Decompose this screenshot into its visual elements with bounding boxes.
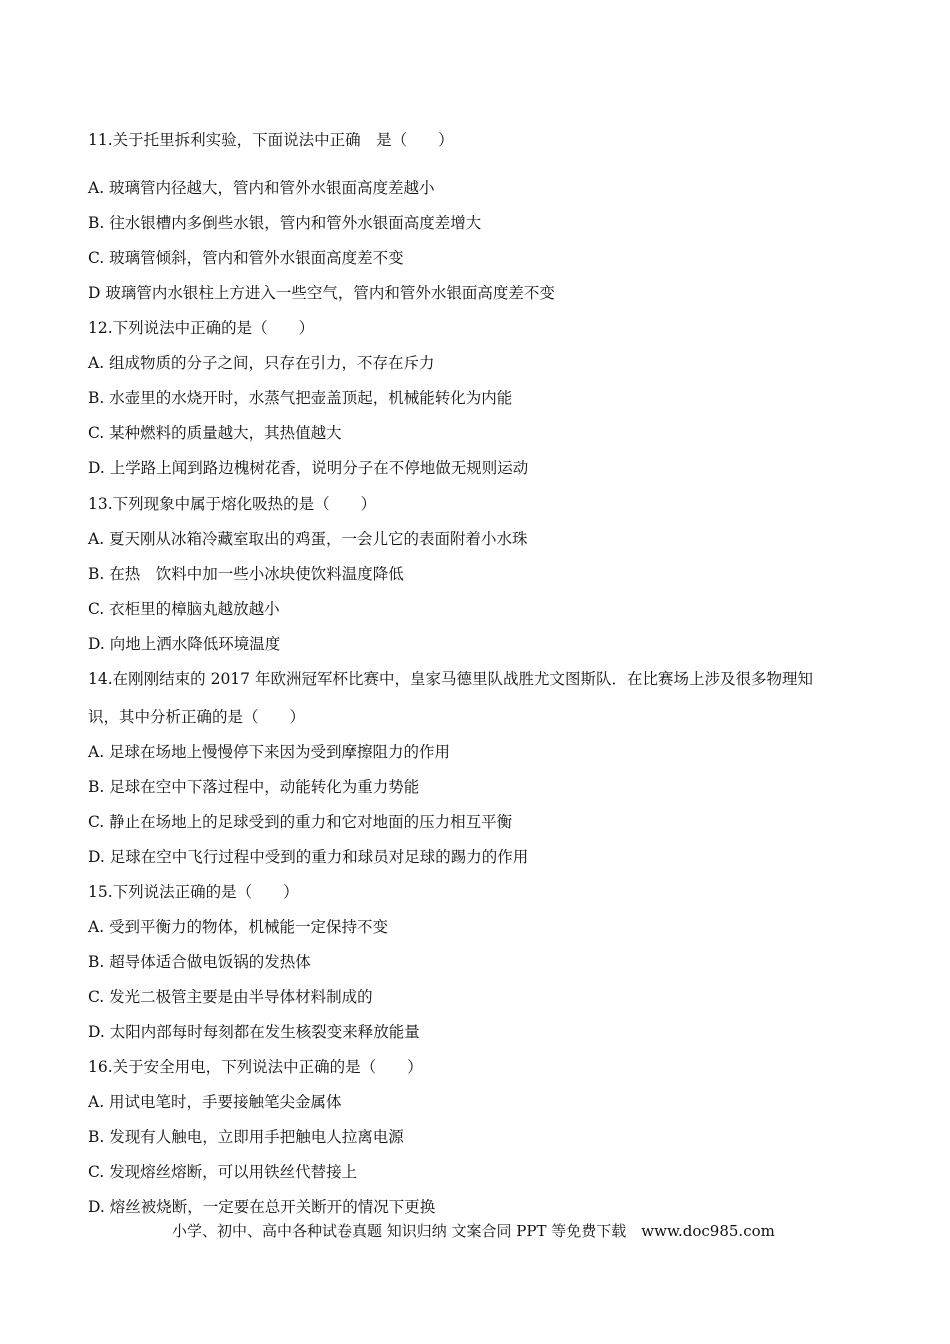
page-footer: 小学、初中、高中各种试卷真题 知识归纳 文案合同 PPT 等免费下载 www.doc985.com: [172, 1222, 775, 1240]
question-16-option-a: A. 用试电笔时，手要接触笔尖金属体: [88, 1093, 342, 1111]
question-12-option-d: D. 上学路上闻到路边槐树花香，说明分子在不停地做无规则运动: [88, 459, 529, 477]
question-16-option-d: D. 熔丝被烧断，一定要在总开关断开的情况下更换: [88, 1198, 436, 1216]
question-14-option-b: B. 足球在空中下落过程中，动能转化为重力势能: [88, 778, 420, 796]
question-14-stem-line-1: 14.在刚刚结束的 2017 年欧洲冠军杯比赛中，皇家马德里队战胜尤文图斯队．在比赛场上涉及很多物理知: [88, 670, 813, 688]
question-12-option-c: C. 某种燃料的质量越大，其热值越大: [88, 424, 342, 442]
question-13-option-b: B. 在热 饮料中加一些小冰块使饮料温度降低: [88, 565, 404, 583]
question-15-option-d: D. 太阳内部每时每刻都在发生核裂变来释放能量: [88, 1023, 420, 1041]
question-12-option-b: B. 水壶里的水烧开时，水蒸气把壶盖顶起，机械能转化为内能: [88, 389, 513, 407]
question-12-stem: 12.下列说法中正确的是（ ）: [88, 319, 315, 337]
question-11-stem: 11.关于托里拆利实验，下面说法中正确 是（ ）: [88, 131, 454, 149]
question-14-option-d: D. 足球在空中飞行过程中受到的重力和球员对足球的踢力的作用: [88, 848, 529, 866]
question-15-stem: 15.下列说法正确的是（ ）: [88, 883, 299, 901]
question-15-option-c: C. 发光二极管主要是由半导体材料制成的: [88, 988, 373, 1006]
question-15-option-a: A. 受到平衡力的物体，机械能一定保持不变: [88, 918, 389, 936]
question-13-stem: 13.下列现象中属于熔化吸热的是（ ）: [88, 495, 377, 513]
question-13-option-d: D. 向地上洒水降低环境温度: [88, 635, 281, 653]
question-16-option-c: C. 发现熔丝熔断，可以用铁丝代替接上: [88, 1163, 358, 1181]
question-14-option-a: A. 足球在场地上慢慢停下来因为受到摩擦阻力的作用: [88, 743, 451, 761]
question-14-stem-line-2: 识，其中分析正确的是（ ）: [88, 708, 306, 726]
question-16-option-b: B. 发现有人触电，立即用手把触电人拉离电源: [88, 1128, 404, 1146]
question-16-stem: 16.关于安全用电，下列说法中正确的是（ ）: [88, 1058, 423, 1076]
question-13-option-a: A. 夏天刚从冰箱冷藏室取出的鸡蛋，一会儿它的表面附着小水珠: [88, 530, 528, 548]
question-11-option-b: B. 往水银槽内多倒些水银，管内和管外水银面高度差增大: [88, 214, 482, 232]
question-13-option-c: C. 衣柜里的樟脑丸越放越小: [88, 600, 280, 618]
question-14-option-c: C. 静止在场地上的足球受到的重力和它对地面的压力相互平衡: [88, 813, 513, 831]
question-11-option-c: C. 玻璃管倾斜，管内和管外水银面高度差不变: [88, 249, 404, 267]
question-11-option-a: A. 玻璃管内径越大，管内和管外水银面高度差越小: [88, 179, 435, 197]
question-15-option-b: B. 超导体适合做电饭锅的发热体: [88, 953, 311, 971]
question-12-option-a: A. 组成物质的分子之间，只存在引力，不存在斥力: [88, 354, 435, 372]
question-11-option-d: D 玻璃管内水银柱上方进入一些空气，管内和管外水银面高度差不变: [88, 284, 555, 302]
